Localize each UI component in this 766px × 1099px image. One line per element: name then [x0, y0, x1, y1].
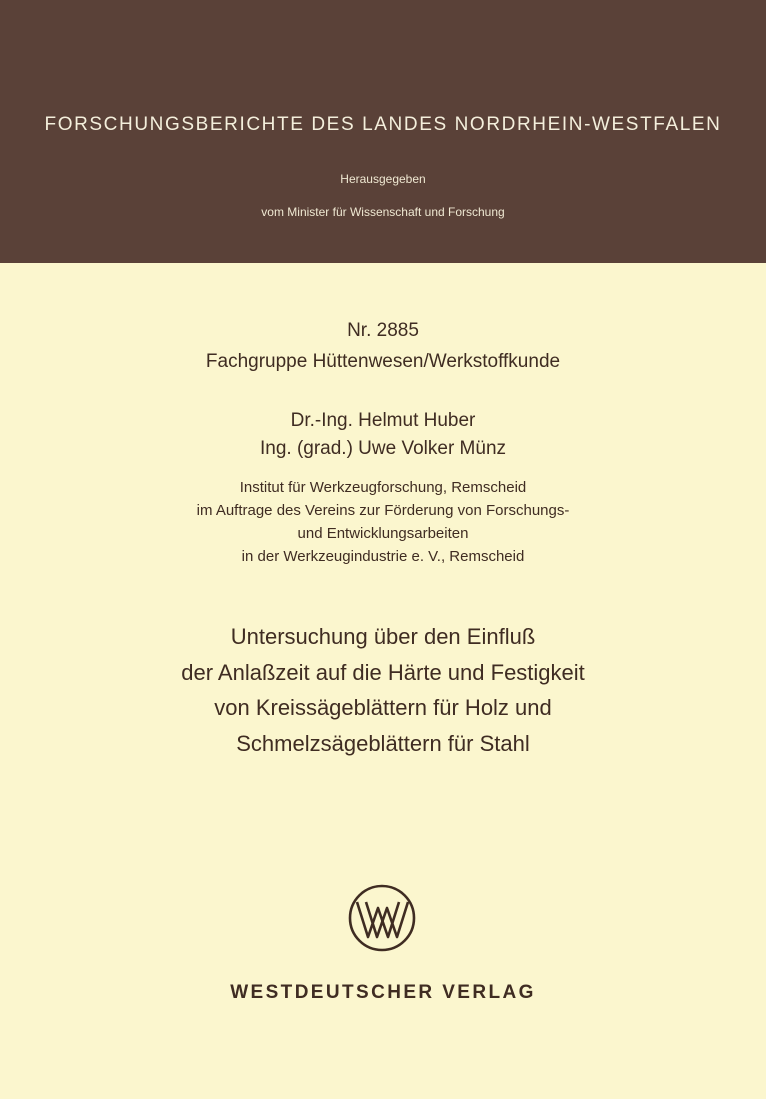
- editor-name: vom Minister für Wissenschaft und Forschung: [261, 205, 505, 219]
- author-2: Ing. (grad.) Uwe Volker Münz: [259, 438, 507, 459]
- author-1: Dr.-Ing. Helmut Huber: [290, 410, 476, 431]
- header-band: [0, 0, 766, 263]
- editor-label: Herausgegeben: [340, 172, 426, 186]
- report-group: Fachgruppe Hüttenwesen/Werkstoffkunde: [205, 351, 561, 372]
- institution-line-2: im Auftrage des Vereins zur Förderung von Forschungs-: [196, 502, 570, 519]
- publisher-name: WESTDEUTSCHER VERLAG: [230, 982, 536, 1003]
- institution-line-3: und Entwicklungsarbeiten: [297, 525, 469, 542]
- series-title: FORSCHUNGSBERICHTE DES LANDES NORDRHEIN-WESTFALEN: [44, 114, 722, 135]
- ww-publisher-logo-icon: [347, 883, 417, 953]
- title-line-1: Untersuchung über den Einfluß: [230, 624, 536, 649]
- title-line-3: von Kreissägeblättern für Holz und: [214, 695, 552, 720]
- institution-line-4: in der Werkzeugindustrie e. V., Remscheid: [241, 548, 525, 565]
- title-line-2: der Anlaßzeit auf die Härte und Festigkeit: [181, 660, 585, 685]
- institution-line-1: Institut für Werkzeugforschung, Remscheid: [239, 479, 527, 496]
- title-line-4: Schmelzsägeblättern für Stahl: [236, 731, 530, 756]
- report-number: Nr. 2885: [347, 320, 419, 341]
